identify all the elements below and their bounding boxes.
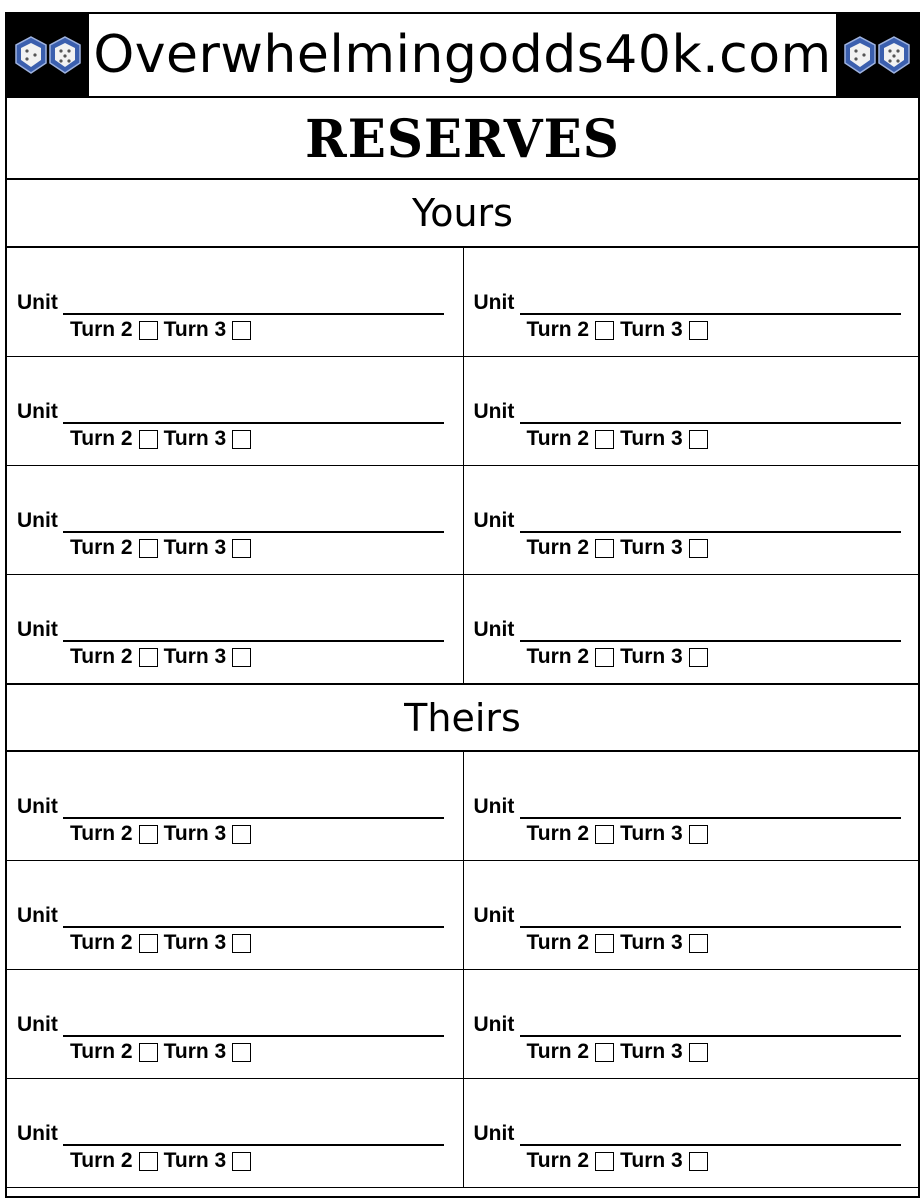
turn-3-checkbox[interactable] (689, 1043, 708, 1062)
turn-checkboxes (70, 1149, 257, 1173)
unit-name-field[interactable] (520, 313, 901, 315)
reserves-sheet (5, 12, 920, 1198)
unit-name-field[interactable] (520, 640, 901, 642)
unit-name-field[interactable] (63, 313, 444, 315)
unit-name-row (17, 1010, 444, 1037)
unit-name-field[interactable] (63, 817, 444, 819)
unit-name-field[interactable] (63, 640, 444, 642)
turn-2-label: Turn 2 (526, 536, 590, 559)
turn-2-checkbox[interactable] (595, 1043, 614, 1062)
turn-3-label: Turn 3 (163, 931, 227, 954)
unit-name-row (474, 288, 901, 315)
theirs-unit-grid (7, 752, 918, 1188)
unit-label: Unit (17, 795, 58, 818)
unit-name-field[interactable] (63, 1144, 444, 1146)
unit-entry (7, 1079, 463, 1188)
unit-name-row (474, 397, 901, 424)
unit-entry (463, 248, 919, 357)
turn-checkboxes (70, 427, 257, 451)
turn-3-label: Turn 3 (620, 1040, 683, 1063)
unit-entry (7, 861, 463, 970)
unit-entry (7, 357, 463, 466)
unit-label: Unit (17, 400, 58, 423)
unit-name-row (474, 615, 901, 642)
turn-3-checkbox[interactable] (689, 934, 708, 953)
turn-3-checkbox[interactable] (232, 934, 251, 953)
turn-3-checkbox[interactable] (232, 648, 251, 667)
turn-2-label: Turn 2 (70, 822, 133, 845)
turn-2-label: Turn 2 (70, 1149, 133, 1172)
unit-label: Unit (473, 509, 515, 532)
unit-entry (7, 575, 463, 684)
unit-name-field[interactable] (520, 1035, 901, 1037)
unit-name-field[interactable] (63, 422, 444, 424)
turn-2-checkbox[interactable] (139, 825, 158, 844)
unit-name-row (17, 506, 444, 533)
turn-3-label: Turn 3 (620, 645, 683, 668)
turn-checkboxes (527, 536, 714, 560)
turn-2-checkbox[interactable] (595, 430, 614, 449)
turn-2-label: Turn 2 (526, 822, 590, 845)
turn-2-label: Turn 2 (70, 318, 133, 341)
unit-name-row (17, 1119, 444, 1146)
unit-entry (7, 970, 463, 1079)
turn-checkboxes (527, 931, 714, 955)
turn-2-label: Turn 2 (526, 318, 590, 341)
dice-pair-icon (13, 35, 83, 75)
turn-2-label: Turn 2 (70, 427, 133, 450)
unit-label: Unit (473, 1122, 515, 1145)
unit-name-row (474, 1119, 901, 1146)
turn-checkboxes (70, 536, 257, 560)
unit-entry (463, 861, 919, 970)
unit-label: Unit (17, 509, 58, 532)
turn-2-checkbox[interactable] (139, 539, 158, 558)
turn-3-checkbox[interactable] (232, 1152, 251, 1171)
turn-2-checkbox[interactable] (139, 1152, 158, 1171)
turn-checkboxes (70, 318, 257, 342)
unit-entry (463, 575, 919, 684)
turn-3-label: Turn 3 (620, 536, 683, 559)
turn-3-label: Turn 3 (163, 536, 227, 559)
unit-name-field[interactable] (520, 422, 901, 424)
unit-label: Unit (17, 1122, 58, 1145)
turn-2-checkbox[interactable] (139, 430, 158, 449)
turn-checkboxes (527, 822, 714, 846)
dice-logo-right (836, 14, 918, 96)
turn-2-label: Turn 2 (70, 645, 133, 668)
turn-2-label: Turn 2 (526, 427, 590, 450)
turn-2-label: Turn 2 (526, 931, 590, 954)
unit-name-row (474, 792, 901, 819)
unit-label: Unit (473, 618, 515, 641)
turn-3-label: Turn 3 (163, 427, 227, 450)
turn-2-checkbox[interactable] (139, 321, 158, 340)
turn-checkboxes (527, 1149, 714, 1173)
unit-name-row (17, 615, 444, 642)
turn-3-label: Turn 3 (620, 318, 683, 341)
turn-3-checkbox[interactable] (689, 1152, 708, 1171)
unit-label: Unit (473, 1013, 515, 1036)
turn-3-checkbox[interactable] (232, 321, 251, 340)
turn-2-label: Turn 2 (70, 536, 133, 559)
unit-label: Unit (473, 795, 515, 818)
turn-checkboxes (527, 427, 714, 451)
turn-3-checkbox[interactable] (689, 648, 708, 667)
unit-name-row (17, 397, 444, 424)
site-header (7, 14, 918, 98)
turn-3-label: Turn 3 (620, 931, 683, 954)
turn-3-checkbox[interactable] (689, 321, 708, 340)
unit-entry (463, 357, 919, 466)
turn-checkboxes (527, 318, 714, 342)
unit-label: Unit (473, 291, 515, 314)
turn-3-label: Turn 3 (163, 645, 227, 668)
turn-2-checkbox[interactable] (139, 934, 158, 953)
section-yours-heading: Yours (7, 180, 918, 248)
turn-2-checkbox[interactable] (595, 1152, 614, 1171)
turn-2-label: Turn 2 (526, 645, 590, 668)
turn-2-checkbox[interactable] (595, 539, 614, 558)
site-title: Overwhelmingodds40k.com (93, 25, 832, 85)
page-title: RESERVES (305, 107, 620, 169)
turn-checkboxes (70, 645, 257, 669)
turn-2-checkbox[interactable] (139, 648, 158, 667)
turn-2-label: Turn 2 (526, 1149, 590, 1172)
turn-checkboxes (527, 1040, 714, 1064)
unit-name-field[interactable] (520, 817, 901, 819)
unit-name-row (17, 288, 444, 315)
turn-2-checkbox[interactable] (139, 1043, 158, 1062)
unit-label: Unit (17, 291, 58, 314)
unit-entry (463, 466, 919, 575)
unit-name-row (474, 901, 901, 928)
turn-checkboxes (70, 1040, 257, 1064)
unit-entry (463, 970, 919, 1079)
unit-entry (7, 752, 463, 861)
turn-2-checkbox[interactable] (595, 825, 614, 844)
unit-label: Unit (473, 904, 515, 927)
turn-3-checkbox[interactable] (232, 430, 251, 449)
turn-3-checkbox[interactable] (689, 539, 708, 558)
turn-2-label: Turn 2 (70, 931, 133, 954)
turn-3-checkbox[interactable] (689, 430, 708, 449)
turn-2-label: Turn 2 (526, 1040, 590, 1063)
unit-label: Unit (17, 904, 58, 927)
unit-name-field[interactable] (63, 1035, 444, 1037)
unit-entry (463, 1079, 919, 1188)
unit-entry (7, 248, 463, 357)
turn-checkboxes (70, 931, 257, 955)
turn-2-checkbox[interactable] (595, 648, 614, 667)
turn-3-checkbox[interactable] (689, 825, 708, 844)
turn-3-label: Turn 3 (163, 822, 227, 845)
dice-logo-left (7, 14, 89, 96)
turn-2-checkbox[interactable] (595, 321, 614, 340)
section-theirs-heading: Theirs (7, 684, 918, 752)
turn-3-label: Turn 3 (620, 427, 683, 450)
turn-2-label: Turn 2 (70, 1040, 133, 1063)
turn-3-checkbox[interactable] (232, 1043, 251, 1062)
unit-name-field[interactable] (63, 531, 444, 533)
turn-3-label: Turn 3 (163, 318, 227, 341)
turn-3-checkbox[interactable] (232, 825, 251, 844)
unit-name-field[interactable] (520, 531, 901, 533)
unit-name-row (474, 1010, 901, 1037)
turn-3-label: Turn 3 (163, 1040, 227, 1063)
turn-3-checkbox[interactable] (232, 539, 251, 558)
turn-checkboxes (527, 645, 714, 669)
unit-name-field[interactable] (520, 926, 901, 928)
turn-3-label: Turn 3 (163, 1149, 227, 1172)
unit-name-field[interactable] (520, 1144, 901, 1146)
unit-entry (463, 752, 919, 861)
unit-name-row (474, 506, 901, 533)
unit-label: Unit (17, 618, 58, 641)
yours-unit-grid (7, 248, 918, 684)
unit-entry (7, 466, 463, 575)
unit-label: Unit (473, 400, 515, 423)
turn-2-checkbox[interactable] (595, 934, 614, 953)
unit-name-field[interactable] (63, 926, 444, 928)
turn-3-label: Turn 3 (620, 1149, 683, 1172)
unit-label: Unit (17, 1013, 58, 1036)
dice-pair-icon (842, 35, 912, 75)
unit-name-row (17, 901, 444, 928)
turn-3-label: Turn 3 (620, 822, 683, 845)
unit-name-row (17, 792, 444, 819)
reserves-title-row (7, 98, 918, 180)
turn-checkboxes (70, 822, 257, 846)
